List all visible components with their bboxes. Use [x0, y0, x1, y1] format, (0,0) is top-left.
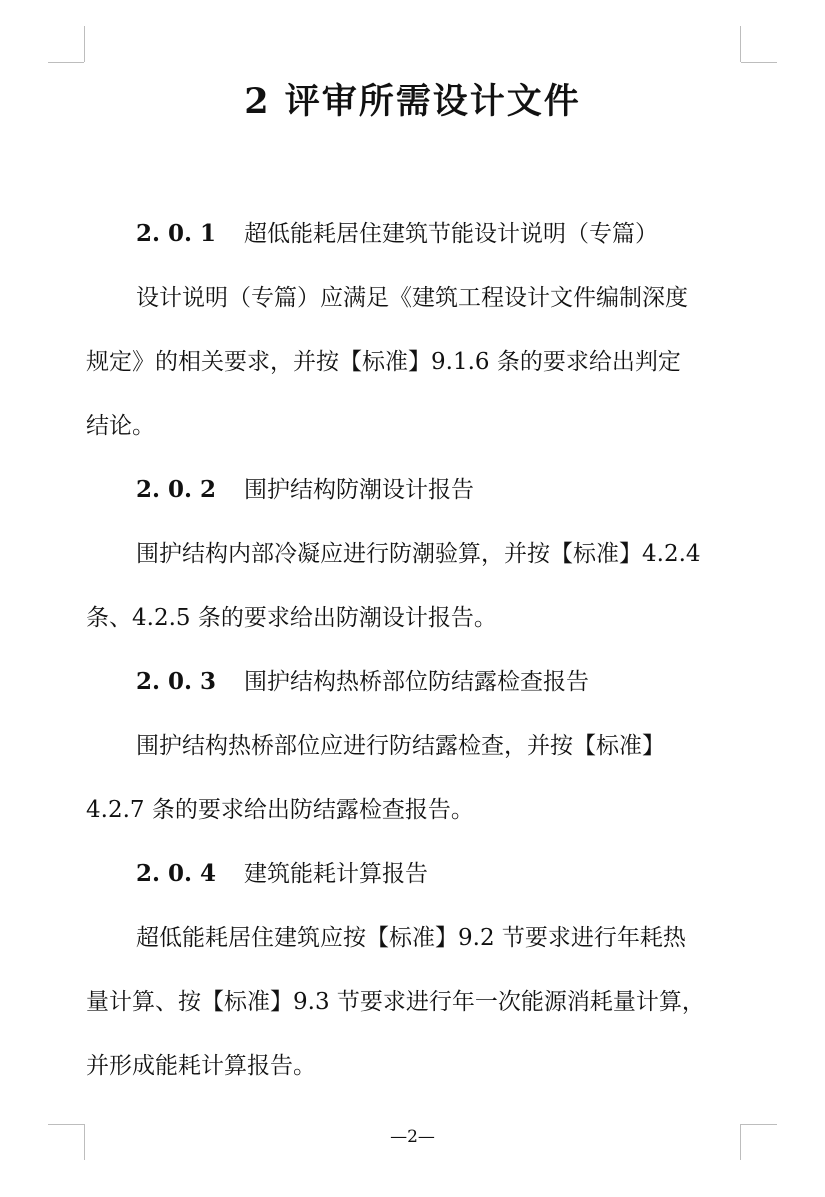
paragraph-line: 设计说明（专篇）应满足《建筑工程设计文件编制深度 [136, 285, 688, 311]
section-title: 建筑能耗计算报告 [244, 861, 429, 887]
paragraph-line: 量计算、按【标准】9.3 节要求进行年一次能源消耗量计算， [86, 989, 705, 1015]
page-number: —2— [390, 1127, 435, 1147]
paragraph-line: 并形成能耗计算报告。 [86, 1053, 316, 1079]
paragraph-line: 围护结构内部冷凝应进行防潮验算，并按【标准】4.2.4 [136, 541, 701, 567]
paragraph-line: 4.2.7 条的要求给出防结露检查报告。 [86, 797, 474, 823]
paragraph-line: 超低能耗居住建筑应按【标准】9.2 节要求进行年耗热 [136, 925, 686, 951]
section-title: 超低能耗居住建筑节能设计说明（专篇） [244, 221, 659, 247]
section-number: 2. 0. 2 [136, 476, 217, 503]
paragraph-line: 条、4.2.5 条的要求给出防潮设计报告。 [86, 605, 497, 631]
paragraph-line: 结论。 [86, 413, 155, 439]
section-heading [136, 662, 796, 702]
section-title: 围护结构防潮设计报告 [244, 477, 475, 503]
section-number: 2. 0. 4 [136, 860, 217, 887]
crop-mark-top-left [48, 62, 84, 63]
section-title: 围护结构热桥部位防结露检查报告 [244, 669, 590, 695]
crop-mark-top-right [741, 62, 777, 63]
section-number: 2. 0. 3 [136, 668, 217, 695]
crop-mark-top-right [740, 26, 741, 62]
paragraph-line: 规定》的相关要求，并按【标准】9.1.6 条的要求给出判定 [86, 349, 681, 375]
section-heading [136, 214, 796, 254]
section-heading [136, 470, 796, 510]
crop-mark-top-left [84, 26, 85, 62]
section-number: 2. 0. 1 [136, 220, 217, 247]
section-heading [136, 854, 796, 894]
page-title: 2 评审所需设计文件 [244, 81, 581, 122]
paragraph-line: 围护结构热桥部位应进行防结露检查，并按【标准】 [136, 733, 665, 759]
